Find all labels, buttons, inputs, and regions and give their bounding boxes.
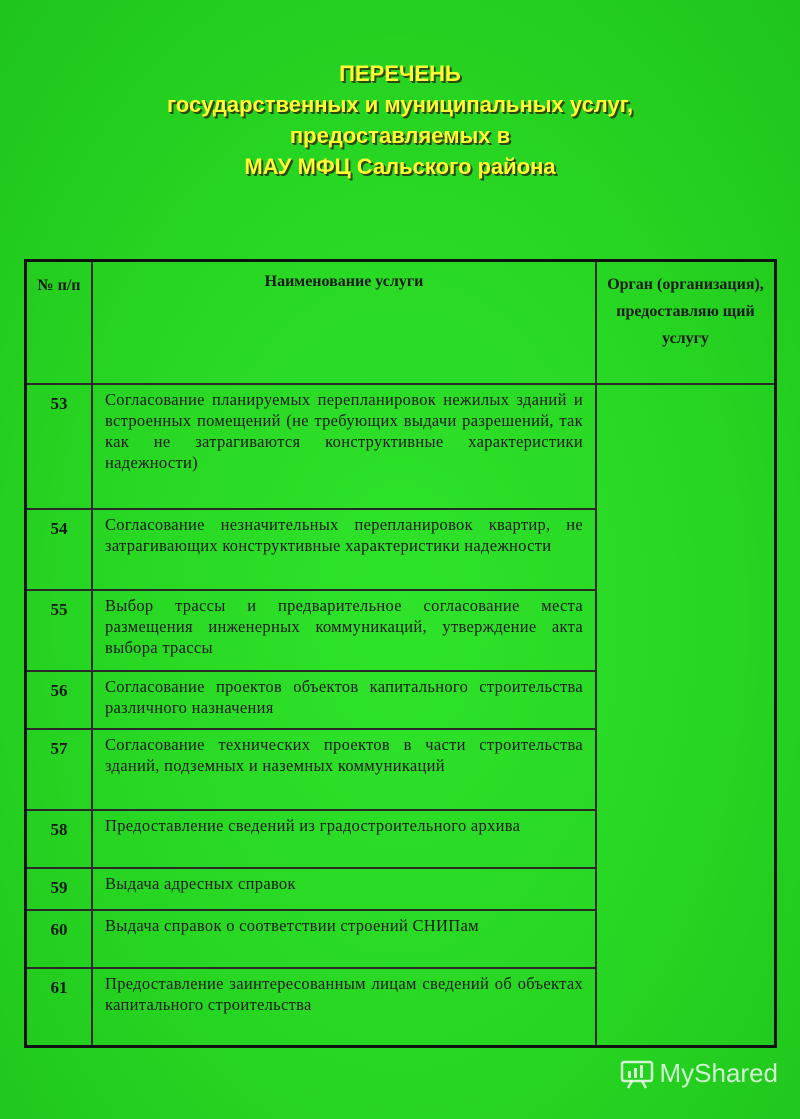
header-organization: Орган (организация), предоставляю щий услугу	[596, 261, 776, 385]
row-number: 55	[26, 590, 93, 671]
services-table	[24, 259, 777, 1048]
row-service-name: Выбор трассы и предварительное согласование места размещения инженерных коммуникаций, утверждение акта выбора трассы	[92, 590, 596, 671]
row-number: 59	[26, 868, 93, 910]
row-service-name: Выдача адресных справок	[92, 868, 596, 910]
row-number: 58	[26, 810, 93, 868]
row-number: 54	[26, 509, 93, 590]
row-service-name: Предоставление сведений из градостроительного архива	[92, 810, 596, 868]
row-service-name: Выдача справок о соответствии строений СНИПам	[92, 910, 596, 968]
row-service-name: Согласование технических проектов в части строительства зданий, подземных и наземных коммуникаций	[92, 729, 596, 810]
row-number: 57	[26, 729, 93, 810]
table-header-row	[26, 261, 776, 385]
page-title	[0, 58, 800, 182]
presentation-board-icon	[620, 1059, 654, 1089]
row-number: 56	[26, 671, 93, 729]
table-row	[26, 384, 776, 509]
row-service-name: Согласование проектов объектов капитального строительства различного назначения	[92, 671, 596, 729]
row-service-name: Согласование планируемых перепланировок нежилых зданий и встроенных помещений (не требующих выдачи разрешений, так как не затрагиваются конструктивные характеристики надежности)	[92, 384, 596, 509]
row-service-name: Согласование незначительных перепланировок квартир, не затрагивающих конструктивные характеристики надежности	[92, 509, 596, 590]
title-line-1: ПЕРЕЧЕНЬ	[339, 61, 461, 86]
organization-cell	[596, 384, 776, 1047]
row-service-name: Предоставление заинтересованным лицам сведений об объектах капитального строительства	[92, 968, 596, 1047]
header-number: № п/п	[26, 261, 93, 385]
row-number: 53	[26, 384, 93, 509]
header-service-name: Наименование услуги	[92, 261, 596, 385]
row-number: 61	[26, 968, 93, 1047]
watermark-text: MyShared	[659, 1058, 778, 1088]
title-line-4: МАУ МФЦ Сальского района	[244, 154, 556, 179]
title-line-2: государственных и муниципальных услуг,	[166, 92, 634, 117]
row-number: 60	[26, 910, 93, 968]
title-line-3: предоставляемых в	[289, 123, 511, 148]
watermark	[620, 1058, 779, 1089]
